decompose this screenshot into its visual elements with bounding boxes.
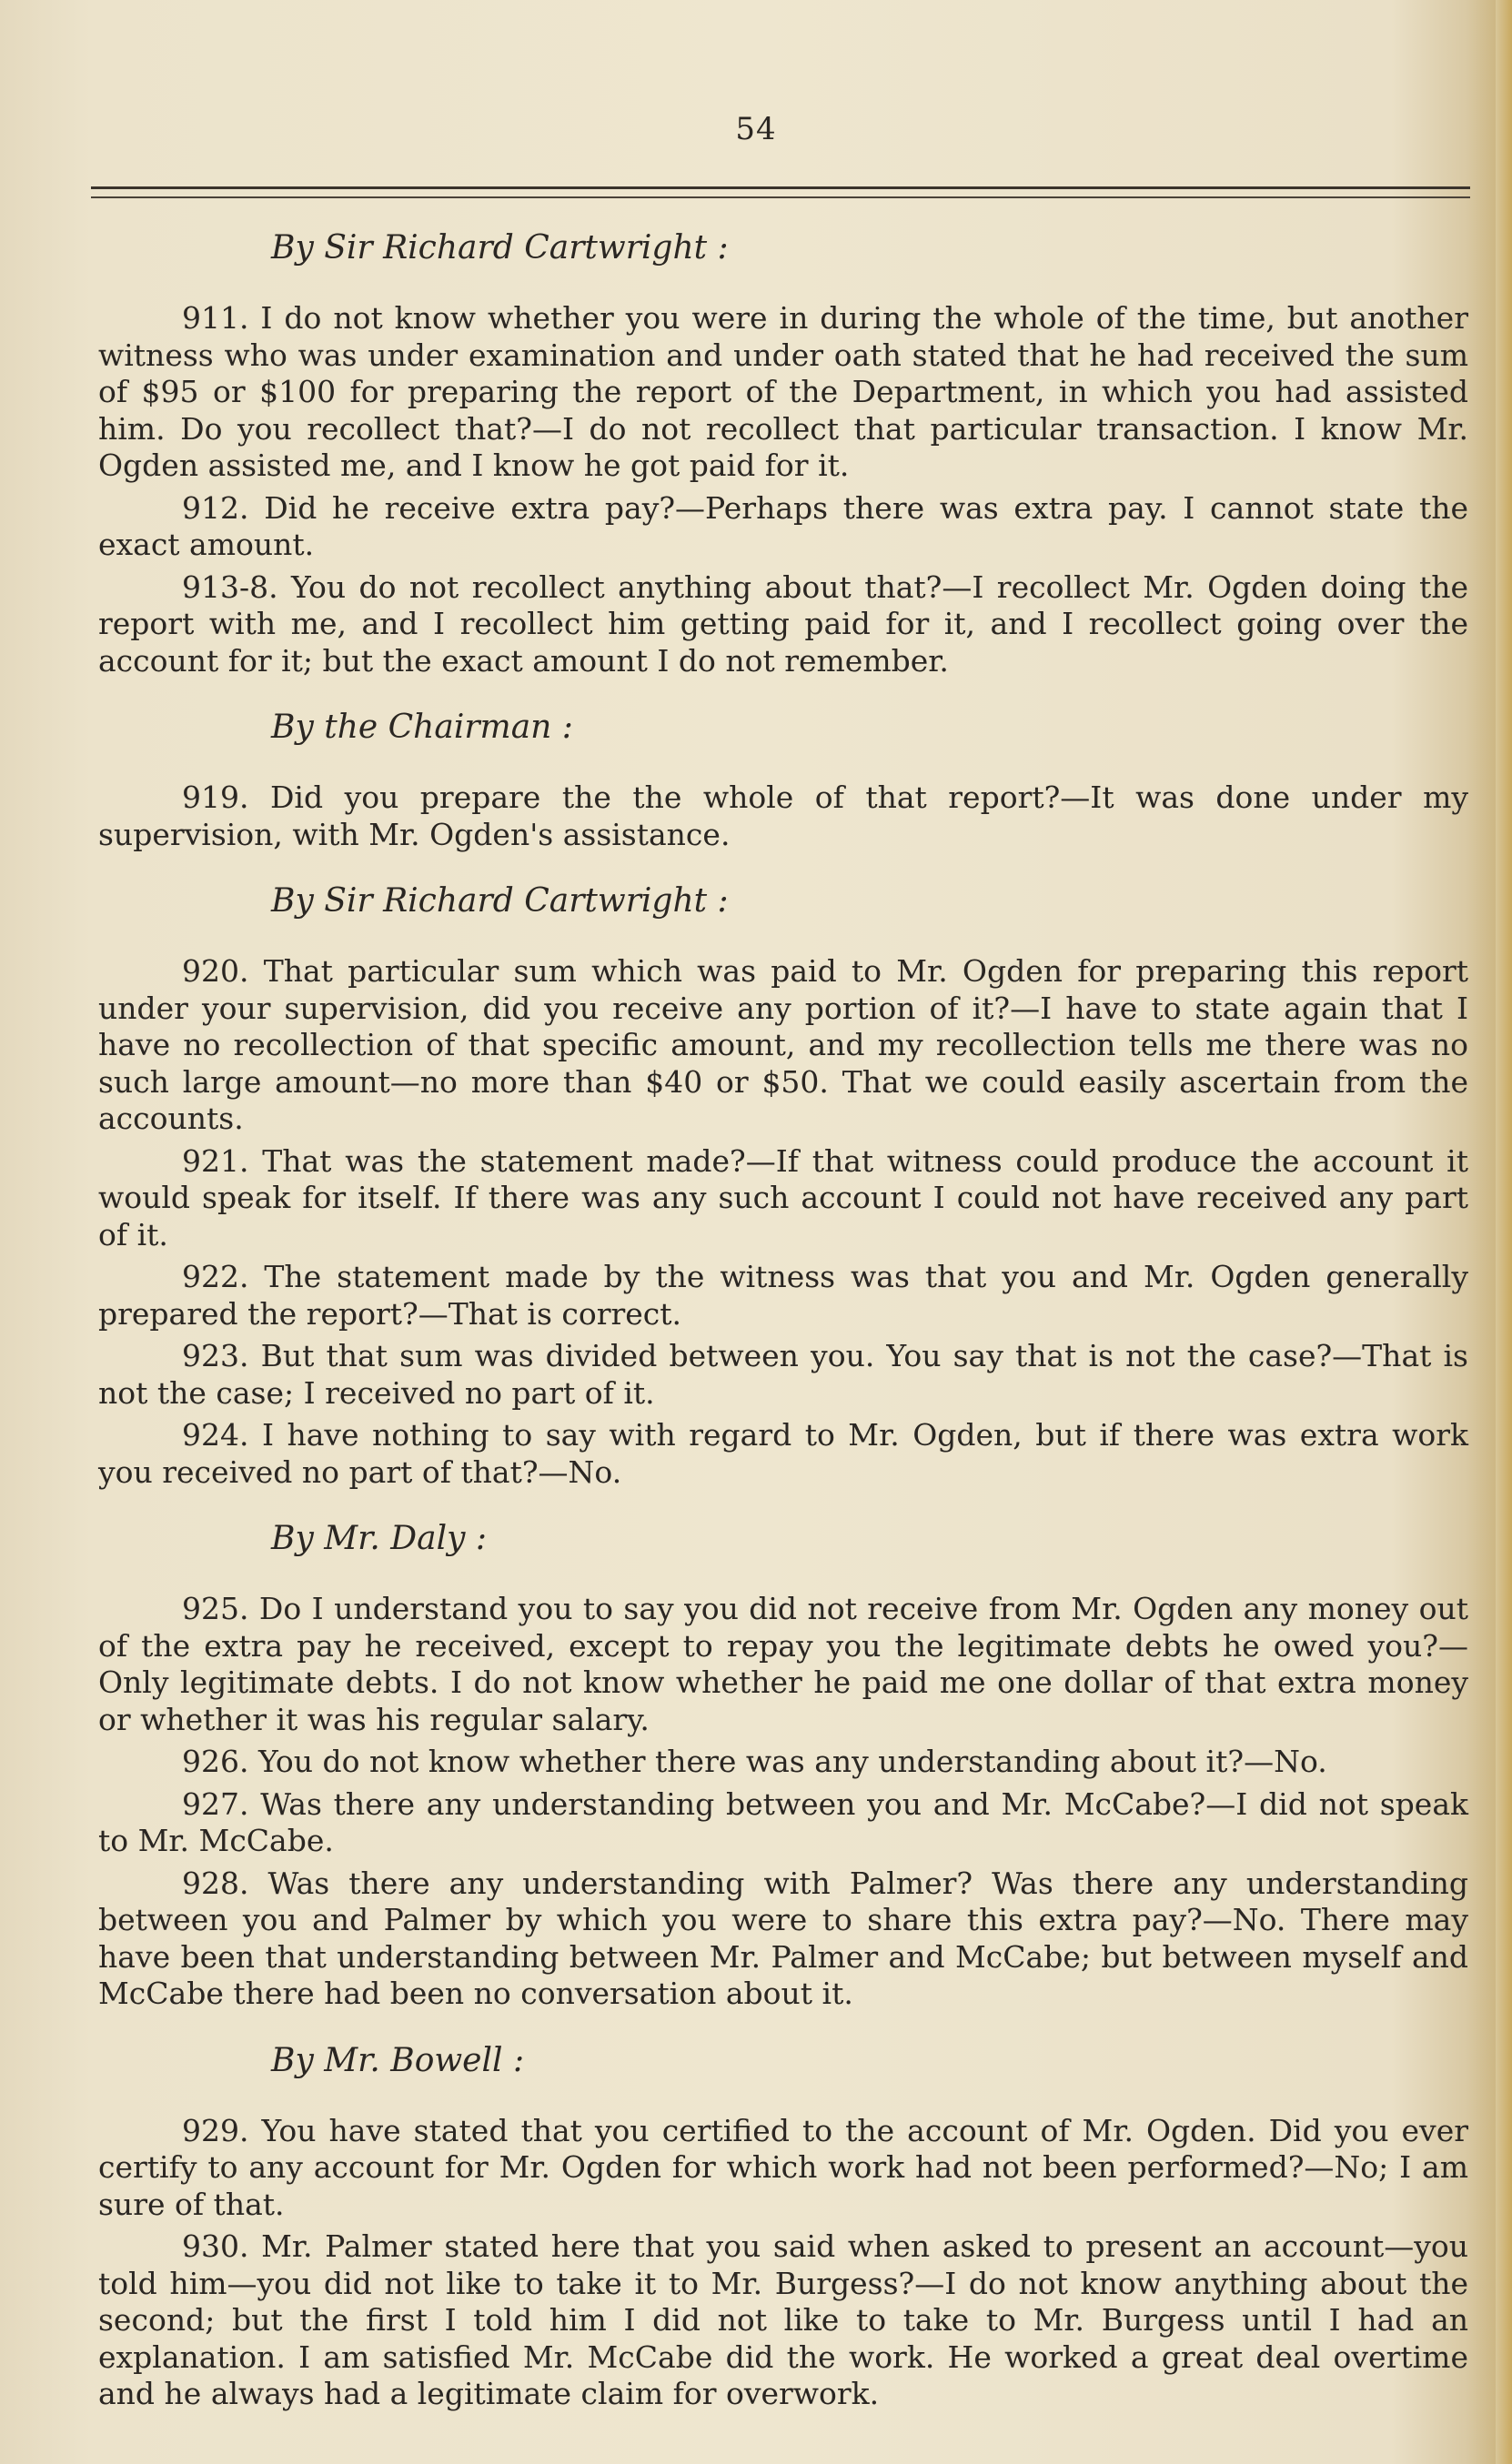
document-body	[98, 227, 1468, 2440]
section	[98, 880, 1468, 1491]
testimony-paragraph: 928. Was there any understanding with Palmer? Was there any understanding between you and Palmer by which you were to share this extra pay?—No. There may have been that understanding between Mr. Palmer and McCabe; but between myself and McCabe there had been no conversation about it.	[98, 1865, 1468, 2011]
page-edge-shadow	[1496, 0, 1512, 2464]
testimony-paragraph: 920. That particular sum which was paid to Mr. Ogden for preparing this report under your supervision, did you receive any portion of it?—I have to state again that I have no recollection of that specific amount, and my recollection tells me there was no such large amount—no more than $40 or $50. That we could easily ascertain from the accounts.	[98, 953, 1468, 1136]
testimony-paragraph: 922. The statement made by the witness was that you and Mr. Ogden generally prepared the report?—That is correct.	[98, 1259, 1468, 1332]
header-rule-thin	[91, 196, 1470, 198]
testimony-paragraph: 919. Did you prepare the the whole of that report?—It was done under my supervision, with Mr. Ogden's assistance.	[98, 779, 1468, 852]
page-number: 54	[735, 111, 777, 147]
section	[98, 227, 1468, 679]
section-heading: By Mr. Bowell :	[271, 2041, 525, 2079]
header-rule-thick	[91, 186, 1470, 189]
section	[98, 2040, 1468, 2413]
testimony-paragraph: 912. Did he receive extra pay?—Perhaps there was extra pay. I cannot state the exact amount.	[98, 489, 1468, 562]
testimony-paragraph: 930. Mr. Palmer stated here that you said when asked to present an account—you told him—you did not like to take it to Mr. Burgess?—I do not know anything about the second; but the first I told him I did not like to take to Mr. Burgess until I had an explanation. I am satisfied Mr. McCabe did the work. He worked a great deal overtime and he always had a legitimate claim for overwork.	[98, 2228, 1468, 2411]
section-heading: By Sir Richard Cartwright :	[271, 882, 729, 920]
testimony-paragraph: 923. But that sum was divided between you. You say that is not the case?—That is not the case; I received no part of it.	[98, 1338, 1468, 1411]
testimony-paragraph: 926. You do not know whether there was any understanding about it?—No.	[182, 1744, 1327, 1779]
testimony-paragraph: 913-8. You do not recollect anything about that?—I recollect Mr. Ogden doing the report with me, and I recollect him getting paid for it, and I recollect going over the account for it; but the exact amount I do not remember.	[98, 568, 1468, 679]
section-heading: By the Chairman :	[271, 709, 573, 746]
testimony-paragraph: 927. Was there any understanding between you and Mr. McCabe?—I did not speak to Mr. McCabe.	[98, 1785, 1468, 1858]
section	[98, 1518, 1468, 2013]
section	[98, 707, 1468, 853]
testimony-paragraph: 929. You have stated that you certified to the account of Mr. Ogden. Did you ever certify to any account for Mr. Ogden for which work had not been performed?—No; I am sure of that.	[98, 2112, 1468, 2222]
testimony-paragraph: 911. I do not know whether you were in during the whole of the time, but another witness who was under examination and under oath stated that he had received the sum of $95 or $100 for preparing the report of the Department, in which you had assisted him. Do you recollect that?—I do not recollect that particular transaction. I know Mr. Ogden assisted me, and I know he got paid for it.	[98, 300, 1468, 483]
testimony-paragraph: 924. I have nothing to say with regard to Mr. Ogden, but if there was extra work you received no part of that?—No.	[98, 1417, 1468, 1490]
section-heading: By Sir Richard Cartwright :	[271, 229, 729, 267]
testimony-paragraph: 925. Do I understand you to say you did not receive from Mr. Ogden any money out of the extra pay he received, except to repay you the legitimate debts he owed you?—Only legitimate debts. I do not know whether he paid me one dollar of that extra money or whether it was his regular salary.	[98, 1591, 1468, 1737]
testimony-paragraph: 921. That was the statement made?—If that witness could produce the account it would speak for itself. If there was any such account I could not have received any part of it.	[98, 1142, 1468, 1252]
section-heading: By Mr. Daly :	[271, 1520, 487, 1557]
